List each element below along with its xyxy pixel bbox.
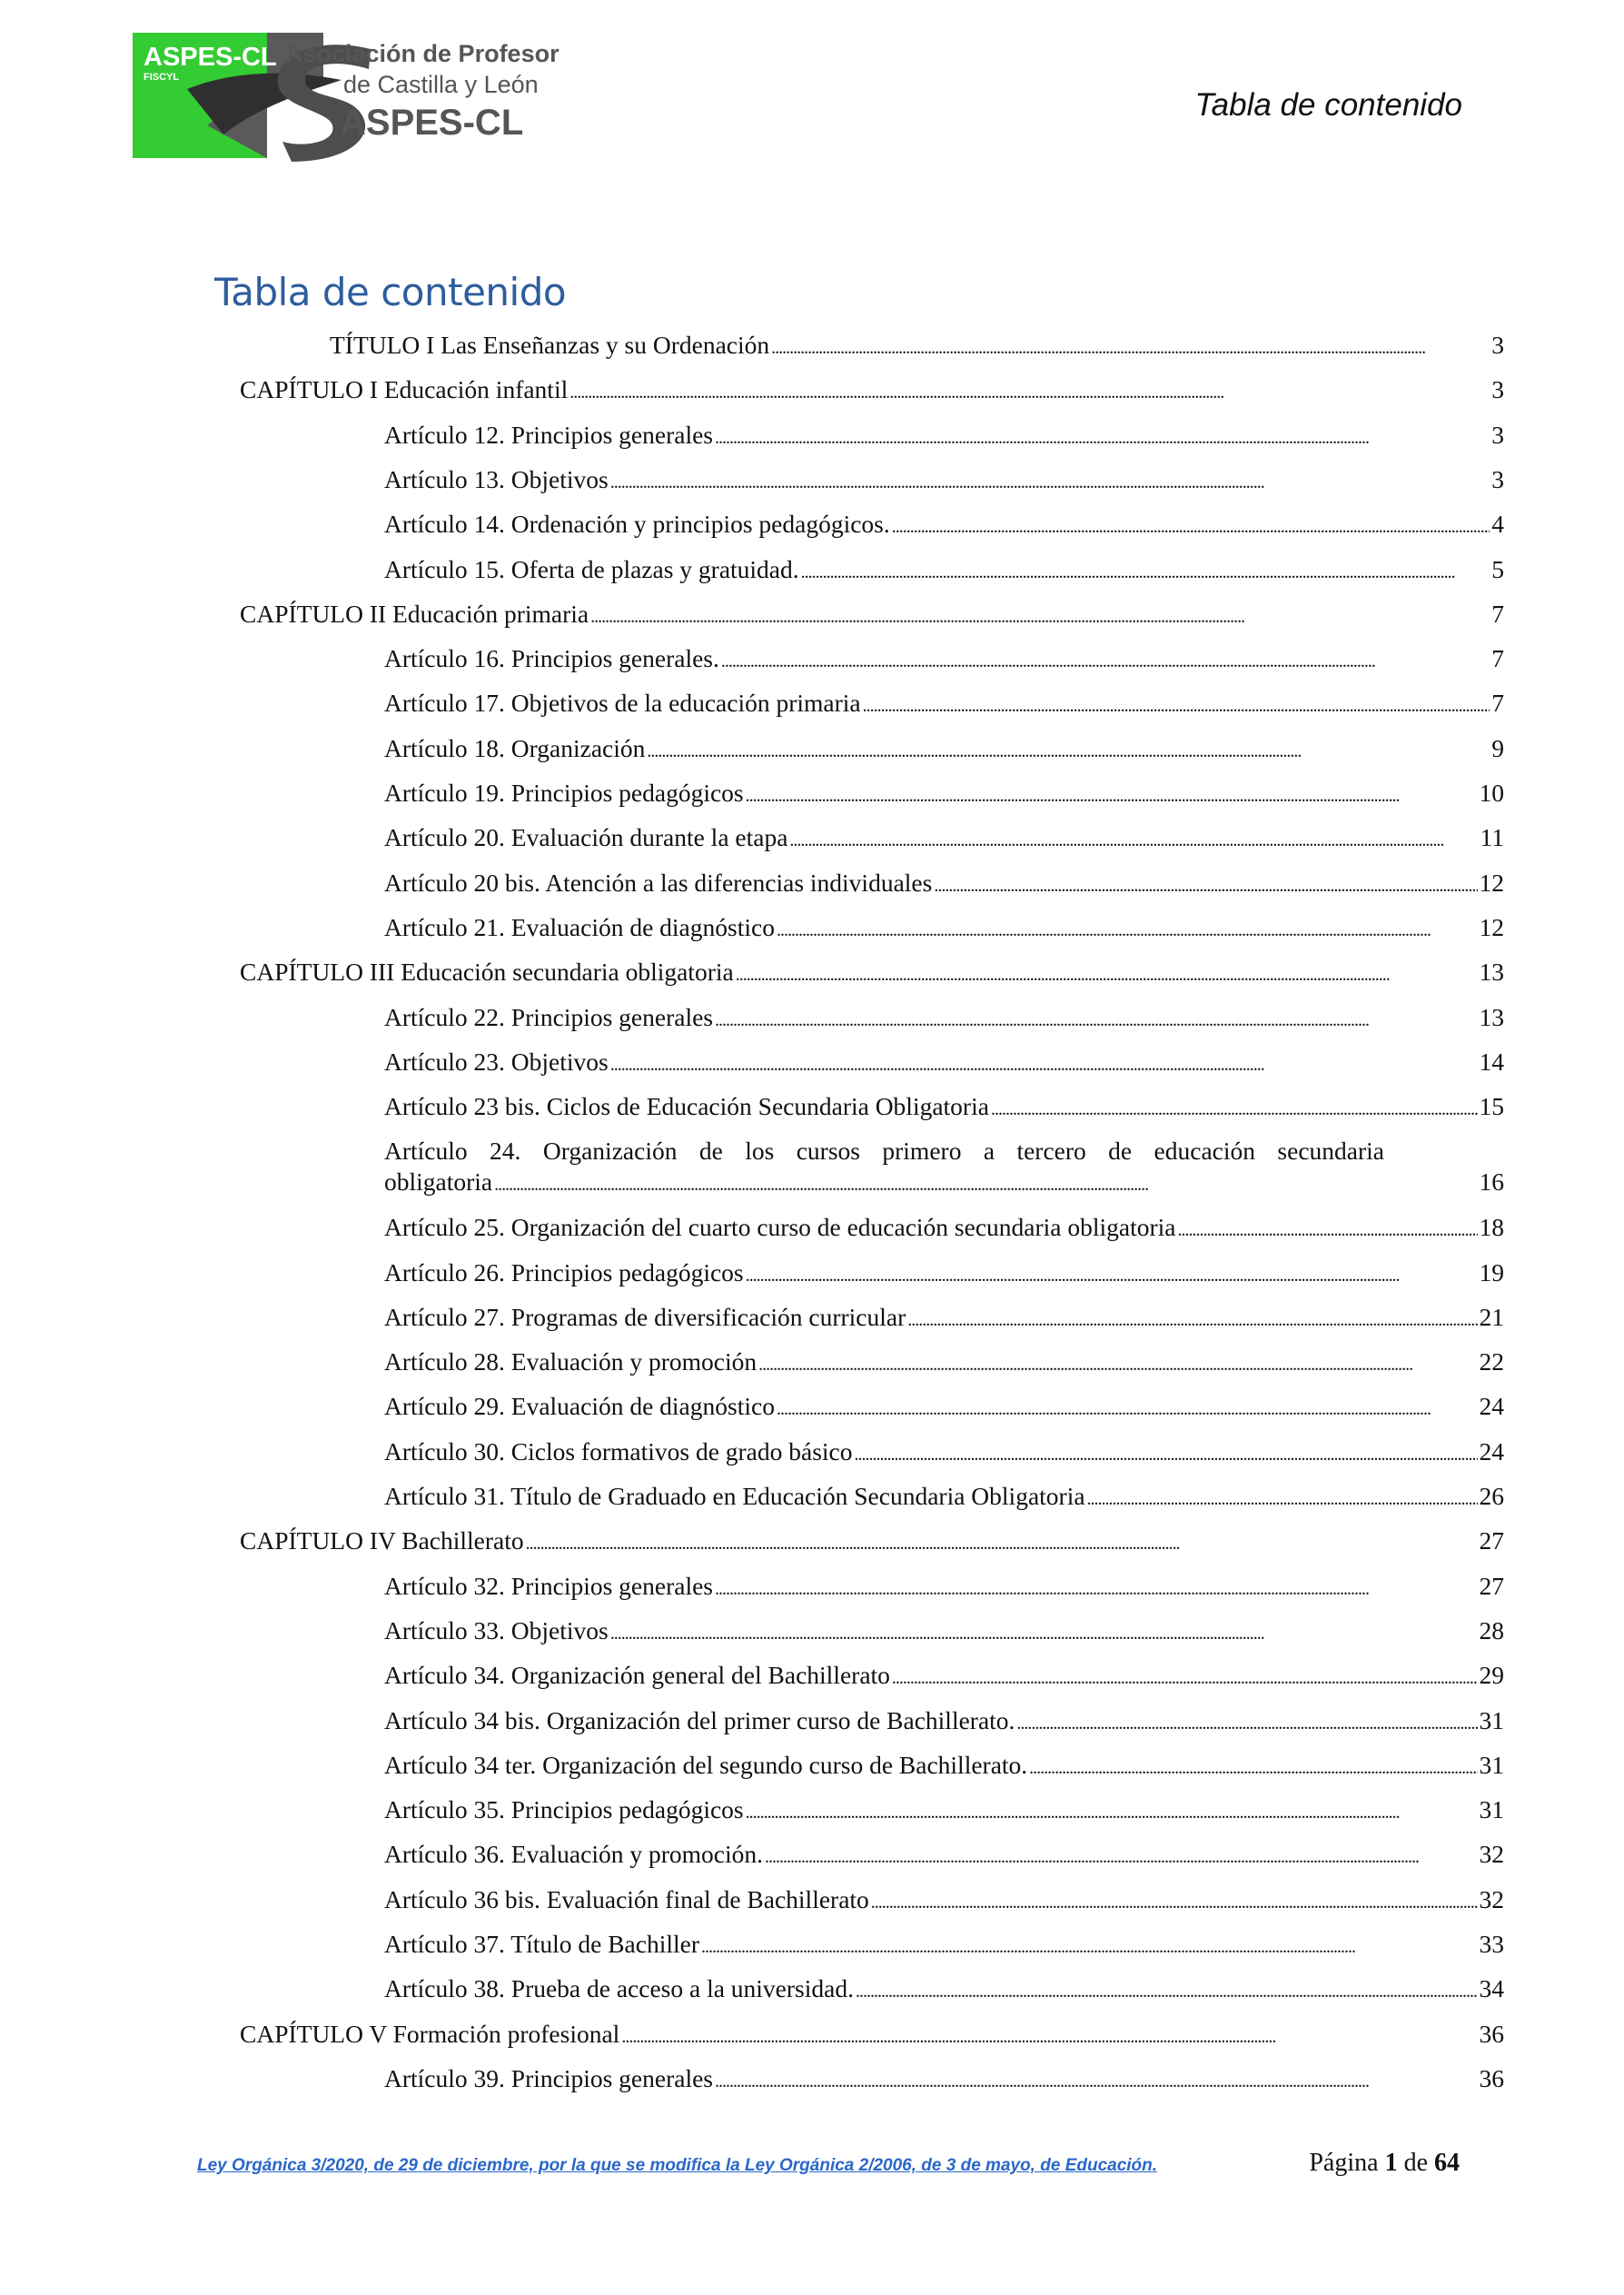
- toc-entry-page: 27: [1479, 1526, 1504, 1555]
- toc-entry[interactable]: [384, 1705, 1504, 1739]
- toc-entry[interactable]: [384, 778, 1504, 811]
- toc-entry-page: 36: [1479, 2063, 1504, 2092]
- toc-entry[interactable]: [384, 1794, 1504, 1828]
- toc-entry-label: CAPÍTULO I Educación infantil: [240, 375, 569, 404]
- header-title: Tabla de contenido: [1194, 87, 1462, 123]
- toc-entry[interactable]: [384, 1839, 1504, 1873]
- toc-entry[interactable]: [384, 554, 1504, 588]
- toc-leader-dots: [1016, 1705, 1477, 1739]
- toc-entry[interactable]: [384, 1750, 1504, 1783]
- toc-entry[interactable]: [384, 688, 1504, 721]
- toc-entry[interactable]: [384, 1346, 1504, 1380]
- toc-entry-label: Artículo 27. Programas de diversificación curricular: [384, 1302, 906, 1331]
- toc-entry-page: 33: [1479, 1930, 1504, 1958]
- toc-entry-label: CAPÍTULO III Educación secundaria obligatoria: [240, 958, 734, 987]
- page-current: 1: [1384, 2149, 1398, 2177]
- toc-leader-dots: [1178, 1212, 1478, 1246]
- toc-leader-dots: [621, 2019, 1477, 2052]
- toc-leader-dots: [494, 1167, 1477, 1200]
- toc-entry-label: Artículo 30. Ciclos formativos de grado básico: [384, 1436, 853, 1465]
- toc-entry-label: Artículo 34 bis. Organización del primer curso de Bachillerato.: [384, 1705, 1015, 1734]
- toc-entry-label: CAPÍTULO IV Bachillerato: [240, 1526, 524, 1555]
- toc-entry-label: Artículo 29. Evaluación de diagnóstico: [384, 1392, 775, 1421]
- toc-entry-label: Artículo 37. Título de Bachiller: [384, 1930, 699, 1958]
- toc-entry[interactable]: [240, 374, 1504, 408]
- toc-entry-label: Artículo 15. Oferta de plazas y gratuidad.: [384, 554, 799, 583]
- toc-entry-label: Artículo 35. Principios pedagógicos: [384, 1795, 744, 1824]
- toc-entry-page: 32: [1479, 1840, 1504, 1869]
- toc-leader-dots: [777, 1391, 1478, 1425]
- toc-entry[interactable]: [384, 1615, 1504, 1649]
- toc-entry-label: Artículo 33. Objetivos: [384, 1615, 609, 1644]
- toc-leader-dots: [771, 330, 1490, 363]
- toc-leader-dots: [855, 1436, 1478, 1470]
- toc-entry-label: Artículo 23 bis. Ciclos de Educación Secundaria Obligatoria: [384, 1092, 989, 1121]
- toc-entry-label: Artículo 24. Organización de los cursos primero a tercero de educación secundaria: [384, 1137, 1384, 1166]
- toc-entry[interactable]: [384, 643, 1504, 677]
- toc-entry[interactable]: [384, 1302, 1504, 1336]
- toc-entry-label: Artículo 21. Evaluación de diagnóstico: [384, 912, 775, 941]
- toc-entry-page: 27: [1479, 1571, 1504, 1600]
- toc-entry-label: Artículo 13. Objetivos: [384, 464, 609, 493]
- logo-org-line2: de Castilla y León: [343, 71, 539, 98]
- toc-leader-dots: [934, 868, 1477, 901]
- toc-entry-page: 3: [1491, 375, 1504, 404]
- toc-entry-label: CAPÍTULO II Educación primaria: [240, 599, 589, 628]
- toc-entry[interactable]: [384, 912, 1504, 946]
- toc-leader-dots: [991, 1091, 1478, 1125]
- toc-entry-label: Artículo 23. Objetivos: [384, 1047, 609, 1076]
- toc-leader-dots: [701, 1929, 1478, 1962]
- toc-entry-label: Artículo 20. Evaluación durante la etapa: [384, 823, 788, 852]
- toc-leader-dots: [569, 374, 1490, 408]
- toc-leader-dots: [590, 599, 1490, 632]
- toc-entry-label: Artículo 12. Principios generales: [384, 420, 713, 449]
- toc-entry-label: Artículo 32. Principios generales: [384, 1571, 713, 1600]
- toc-entry-page: 5: [1491, 554, 1504, 583]
- toc-leader-dots: [1087, 1481, 1478, 1515]
- toc-entry[interactable]: [384, 1660, 1504, 1694]
- toc-leader-dots: [789, 822, 1478, 856]
- toc-heading: Tabla de contenido: [214, 270, 567, 314]
- aspes-logo: [133, 25, 559, 162]
- toc-leader-dots: [892, 509, 1490, 542]
- toc-entry-page: 12: [1479, 868, 1504, 897]
- toc-entry-page: 36: [1479, 2019, 1504, 2048]
- toc-entry-label: Artículo 31. Título de Graduado en Educación Secundaria Obligatoria: [384, 1482, 1085, 1510]
- toc-entry[interactable]: [384, 1884, 1504, 1918]
- logo-badge-text: ASPES-CL: [144, 43, 277, 72]
- toc-entry-label: Artículo 34 ter. Organización del segundo curso de Bachillerato.: [384, 1750, 1028, 1779]
- toc-entry[interactable]: [384, 1047, 1504, 1080]
- page-footer: [197, 2149, 1460, 2178]
- toc-entry-page: 24: [1479, 1392, 1504, 1421]
- toc-entry-page: 31: [1479, 1750, 1504, 1779]
- toc-leader-dots: [801, 554, 1490, 588]
- toc-entry-page: 3: [1491, 331, 1504, 359]
- toc-entry[interactable]: [240, 599, 1504, 632]
- toc-leader-dots: [765, 1839, 1478, 1873]
- toc-entry-page: 15: [1479, 1092, 1504, 1121]
- toc-entry-label: Artículo 18. Organización: [384, 733, 646, 762]
- toc-entry-label: Artículo 38. Prueba de acceso a la universidad.: [384, 1974, 854, 2003]
- toc-entry-label: Artículo 28. Evaluación y promoción: [384, 1347, 758, 1376]
- toc-entry[interactable]: [384, 1973, 1504, 2007]
- toc-leader-dots: [610, 464, 1490, 498]
- toc-entry-label: Artículo 39. Principios generales: [384, 2063, 713, 2092]
- toc-entry-page: 16: [1479, 1167, 1504, 1197]
- toc-entry[interactable]: [384, 1002, 1504, 1036]
- toc-entry-page: 29: [1479, 1661, 1504, 1690]
- toc-entry-page: 22: [1479, 1347, 1504, 1376]
- toc-entry-page: 12: [1479, 912, 1504, 941]
- toc-entry-label: Artículo 20 bis. Atención a las diferencias individuales: [384, 868, 933, 897]
- footer-law-text: Ley Orgánica 3/2020, de 29 de diciembre, por la que se modifica la Ley Orgánica 2/2006, de 3 de mayo, de Educación: [197, 2156, 1153, 2175]
- toc-leader-dots: [746, 1257, 1478, 1291]
- toc-leader-dots: [746, 778, 1478, 811]
- toc-entry-page: 9: [1491, 733, 1504, 762]
- toc-leader-dots: [856, 1973, 1478, 2007]
- toc-entry-page: 26: [1479, 1482, 1504, 1510]
- logo-badge-subtext: FISCYL: [144, 72, 180, 83]
- toc-entry[interactable]: [384, 1136, 1504, 1200]
- toc-entry-label: CAPÍTULO V Formación profesional: [240, 2019, 620, 2048]
- toc-leader-dots: [715, 420, 1490, 453]
- toc-entry-page: 10: [1479, 779, 1504, 807]
- toc-entry-page: 11: [1480, 823, 1504, 852]
- toc-entry-label: Artículo 14. Ordenación y principios pedagógicos.: [384, 510, 890, 539]
- toc-entry[interactable]: [384, 868, 1504, 901]
- toc-entry-label: Artículo 25. Organización del cuarto curso de educación secundaria obligatoria: [384, 1213, 1176, 1242]
- toc-entry[interactable]: [384, 1212, 1504, 1246]
- toc-entry-label-cont: obligatoria: [384, 1167, 493, 1197]
- toc-entry-label: Artículo 16. Principios generales.: [384, 644, 719, 673]
- toc-entry-label: Artículo 34. Organización general del Bachillerato: [384, 1661, 890, 1690]
- toc-leader-dots: [526, 1525, 1478, 1559]
- toc-entry-page: 19: [1479, 1257, 1504, 1287]
- toc-entry-page: 13: [1479, 1002, 1504, 1031]
- toc-entry-label: Artículo 17. Objetivos de la educación primaria: [384, 689, 861, 718]
- toc-entry[interactable]: [384, 1929, 1504, 1962]
- toc-entry-page: 14: [1479, 1047, 1504, 1076]
- toc-entry-page: 7: [1491, 689, 1504, 718]
- toc-entry-page: 7: [1491, 599, 1504, 628]
- toc-entry-label: Artículo 36 bis. Evaluación final de Bachillerato: [384, 1884, 869, 1913]
- toc-leader-dots: [715, 2063, 1478, 2097]
- page-total: 64: [1434, 2149, 1460, 2177]
- toc-entry[interactable]: [240, 957, 1504, 990]
- toc-entry[interactable]: [240, 2019, 1504, 2052]
- toc-leader-dots: [721, 643, 1490, 677]
- toc-entry[interactable]: [384, 464, 1504, 498]
- page-number: [1309, 2149, 1460, 2178]
- toc-entry-label: Artículo 19. Principios pedagógicos: [384, 779, 744, 807]
- toc-entry[interactable]: [384, 1481, 1504, 1515]
- toc-entry-page: 7: [1491, 644, 1504, 673]
- toc-entry-page: 24: [1479, 1436, 1504, 1465]
- toc-leader-dots: [777, 912, 1478, 946]
- toc-leader-dots: [871, 1884, 1478, 1918]
- toc-entry[interactable]: [384, 1436, 1504, 1470]
- toc-entry[interactable]: [240, 1525, 1504, 1559]
- toc-entry-page: 3: [1491, 420, 1504, 449]
- logo-org-line1: Asociación de Profesores: [285, 40, 559, 67]
- toc-entry-label: TÍTULO I Las Enseñanzas y su Ordenación: [330, 331, 770, 359]
- toc-leader-dots: [647, 733, 1490, 767]
- toc-entry-page: 32: [1479, 1884, 1504, 1913]
- toc-entry-page: 31: [1479, 1705, 1504, 1734]
- toc-entry[interactable]: [384, 822, 1504, 856]
- toc-entry[interactable]: [384, 509, 1504, 542]
- toc-leader-dots: [863, 688, 1490, 721]
- toc-entry-page: 28: [1479, 1615, 1504, 1644]
- toc-entry-label: Artículo 36. Evaluación y promoción.: [384, 1840, 763, 1869]
- toc-leader-dots: [736, 957, 1478, 990]
- toc-leader-dots: [758, 1346, 1477, 1380]
- toc-entry-page: 4: [1491, 510, 1504, 539]
- toc-entry-page: 3: [1491, 464, 1504, 493]
- toc-leader-dots: [746, 1794, 1478, 1828]
- toc-leader-dots: [715, 1002, 1478, 1036]
- toc-entry[interactable]: [384, 733, 1504, 767]
- logo-brand: ASPES-CL: [340, 103, 524, 143]
- toc-entry-page: 21: [1479, 1302, 1504, 1331]
- footer-law-link[interactable]: Ley Orgánica 3/2020, de 29 de diciembre, por la que se modifica la Ley Orgánica 2/2006, de 3 de mayo, de Educación.: [197, 2156, 1158, 2175]
- toc-entry-label: Artículo 22. Principios generales: [384, 1002, 713, 1031]
- toc-leader-dots: [907, 1302, 1477, 1336]
- toc-leader-dots: [715, 1571, 1478, 1605]
- toc-leader-dots: [1029, 1750, 1477, 1783]
- toc-entry[interactable]: [384, 1091, 1504, 1125]
- toc-entry-page: 18: [1479, 1213, 1504, 1242]
- toc-entry-page: 31: [1479, 1795, 1504, 1824]
- toc-entry-page: 34: [1479, 1974, 1504, 2003]
- toc-entry-label: Artículo 26. Principios pedagógicos: [384, 1257, 744, 1287]
- toc-entry[interactable]: [384, 2063, 1504, 2097]
- toc-entry[interactable]: [384, 420, 1504, 453]
- page-sep: de: [1403, 2149, 1428, 2177]
- toc-entry-page: 13: [1479, 958, 1504, 987]
- page-prefix: Página: [1309, 2149, 1379, 2177]
- toc-leader-dots: [610, 1047, 1478, 1080]
- toc-leader-dots: [610, 1615, 1478, 1649]
- toc-entry[interactable]: [330, 330, 1504, 363]
- toc-leader-dots: [892, 1660, 1478, 1694]
- toc-entry[interactable]: [384, 1257, 1504, 1291]
- toc-entry[interactable]: [384, 1391, 1504, 1425]
- toc-entry[interactable]: [384, 1571, 1504, 1605]
